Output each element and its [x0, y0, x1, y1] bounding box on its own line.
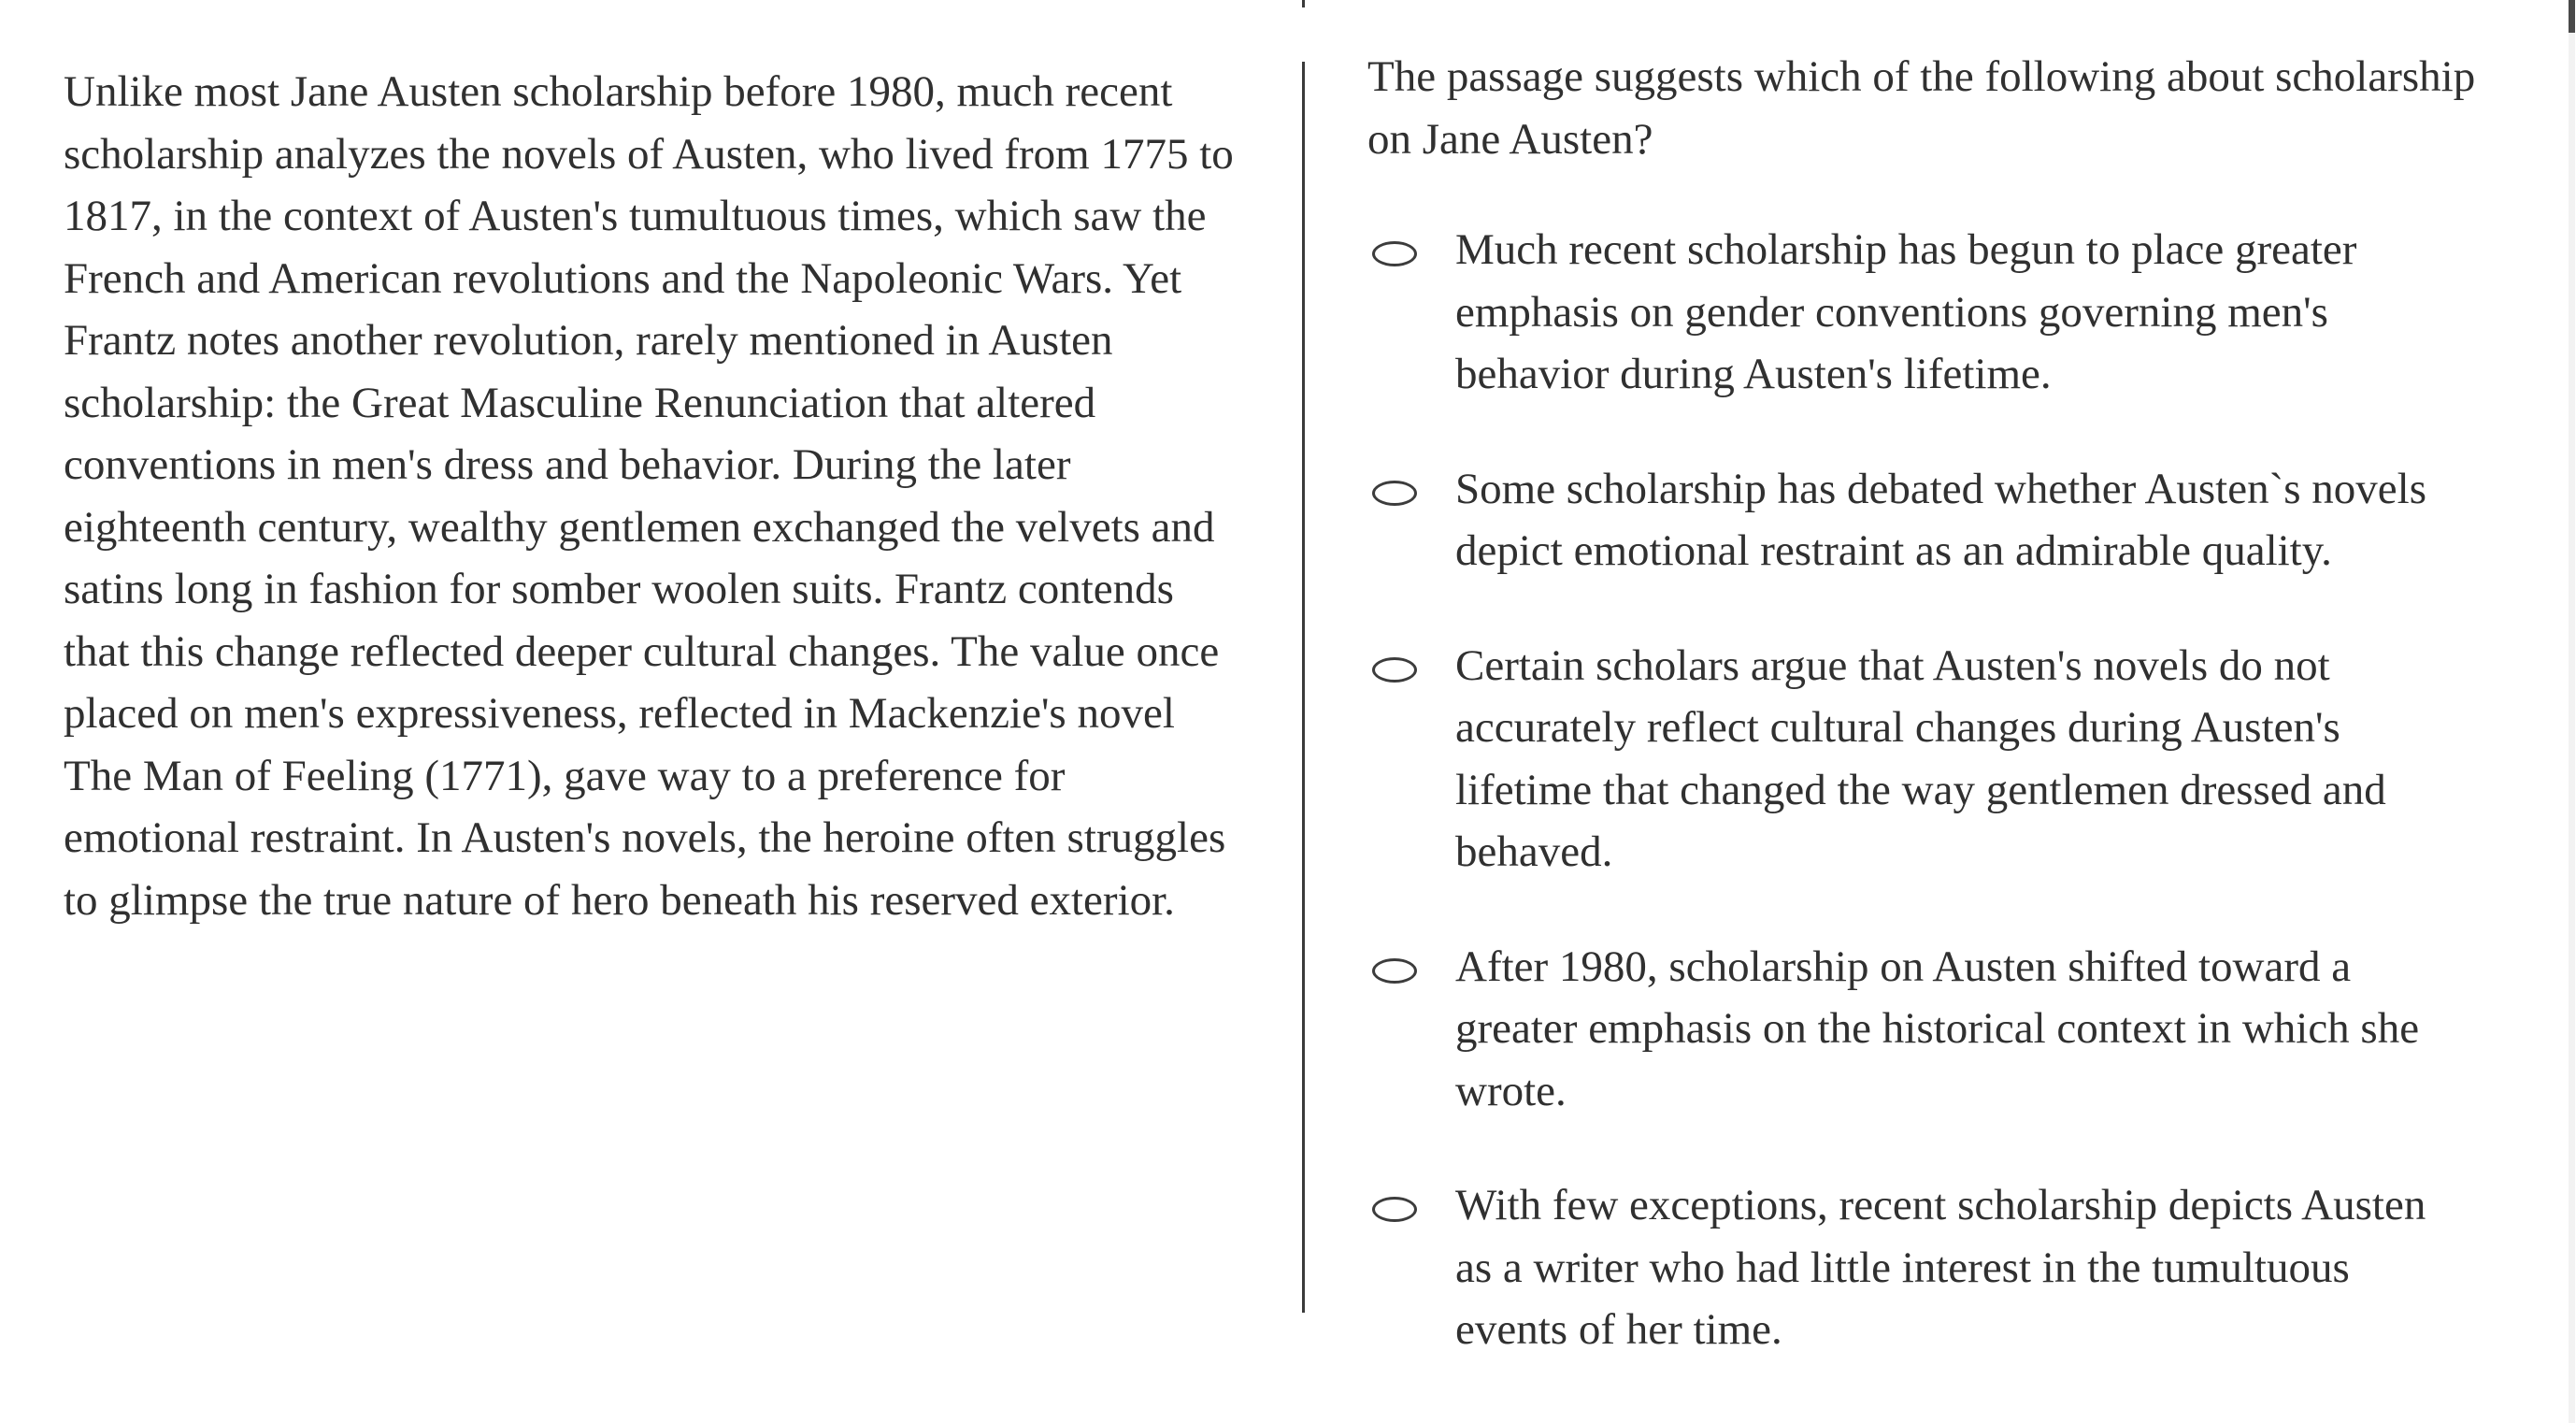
option-line: behavior during Austen's lifetime. — [1455, 350, 2052, 398]
passage-line: The Man of Feeling (1771), gave way to a preference for — [64, 751, 1066, 800]
radio-button[interactable] — [1372, 1197, 1417, 1222]
passage-line: Frantz notes another revolution, rarely mentioned in Austen — [64, 316, 1113, 365]
option-line: emphasis on gender conventions governing men's — [1455, 287, 2328, 337]
passage-line: to glimpse the true nature of hero beneath his reserved exterior. — [64, 875, 1175, 925]
question-text — [1367, 46, 2526, 170]
radio-button[interactable] — [1372, 657, 1417, 683]
passage-line: eighteenth century, wealthy gentlemen exchanged the velvets and — [64, 502, 1215, 552]
scrollbar-thumb[interactable] — [2569, 0, 2575, 33]
option-line: greater emphasis on the historical context in which she — [1455, 1004, 2420, 1053]
option-text — [1455, 219, 2526, 406]
scrollbar-track[interactable] — [2569, 0, 2575, 1423]
radio-button[interactable] — [1372, 481, 1417, 506]
option-line: After 1980, scholarship on Austen shifted toward a — [1455, 941, 2352, 991]
column-divider — [1302, 62, 1305, 1313]
question-line: The passage suggests which of the following about scholarship — [1367, 52, 2476, 101]
option-text — [1455, 458, 2526, 582]
option-line: as a writer who had little interest in the tumultuous — [1455, 1243, 2350, 1292]
passage-line: French and American revolutions and the Napoleonic Wars. Yet — [64, 253, 1182, 303]
option-line: lifetime that changed the way gentlemen dressed and — [1455, 765, 2386, 814]
option-line: Some scholarship has debated whether Austen`s novels — [1455, 464, 2427, 513]
option-text — [1455, 635, 2526, 884]
passage-line: 1817, in the context of Austen's tumultuous times, which saw the — [64, 192, 1207, 240]
option-line: wrote. — [1455, 1066, 1567, 1115]
answer-option-2[interactable] — [1367, 458, 2526, 582]
answer-option-3[interactable] — [1367, 635, 2526, 884]
question-panel — [1367, 46, 2526, 1361]
passage-line: that this change reflected deeper cultural changes. The value once — [64, 626, 1220, 676]
option-line: Certain scholars argue that Austen's novels do not — [1455, 640, 2330, 690]
radio-button[interactable] — [1372, 241, 1417, 266]
option-line: accurately reflect cultural changes during Austen's — [1455, 703, 2340, 752]
option-line: behaved. — [1455, 827, 1613, 876]
passage-line: conventions in men's dress and behavior. During the later — [64, 440, 1071, 489]
divider-top-tick — [1302, 0, 1305, 7]
option-line: With few exceptions, recent scholarship depicts Austen — [1455, 1181, 2426, 1229]
passage-line: scholarship: the Great Masculine Renunciation that altered — [64, 378, 1096, 427]
option-text — [1455, 936, 2526, 1123]
option-line: Much recent scholarship has begun to place greater — [1455, 225, 2357, 274]
passage-line: placed on men's expressiveness, reflected in Mackenzie's novel — [64, 689, 1175, 738]
answer-option-1[interactable] — [1367, 219, 2526, 406]
passage-line: Unlike most Jane Austen scholarship before 1980, much recent — [64, 67, 1173, 116]
passage-panel — [64, 61, 1241, 931]
answer-option-5[interactable] — [1367, 1174, 2526, 1361]
option-line: events of her time. — [1455, 1305, 1782, 1354]
question-line: on Jane Austen? — [1367, 114, 1653, 164]
passage-line: scholarship analyzes the novels of Austen, who lived from 1775 to — [64, 129, 1234, 179]
passage-line: satins long in fashion for somber woolen suits. Frantz contends — [64, 565, 1174, 613]
answer-option-4[interactable] — [1367, 936, 2526, 1123]
passage-line: emotional restraint. In Austen's novels, the heroine often struggles — [64, 813, 1226, 862]
radio-button[interactable] — [1372, 958, 1417, 984]
option-text — [1455, 1174, 2526, 1361]
option-line: depict emotional restraint as an admirable quality. — [1455, 526, 2332, 575]
